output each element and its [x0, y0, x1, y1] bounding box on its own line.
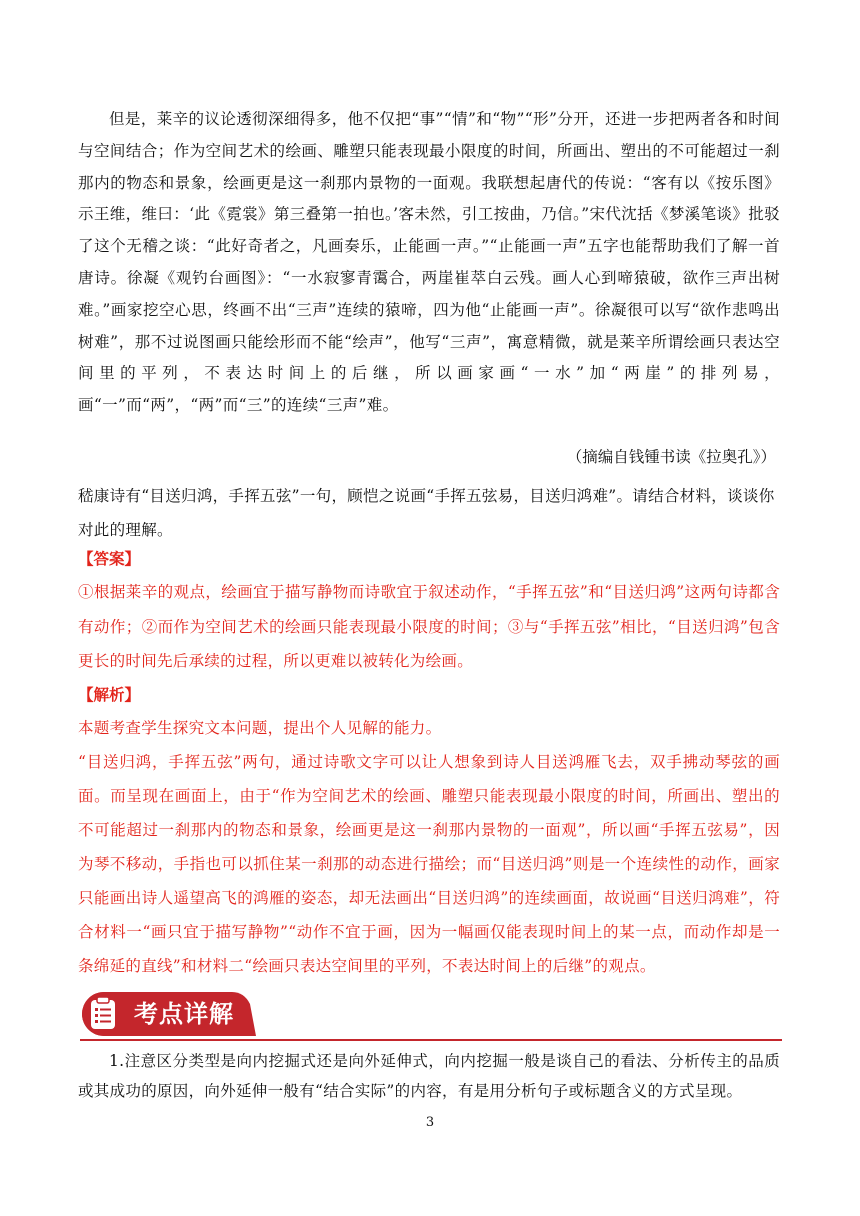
section-title: 考点详解: [134, 1000, 234, 1028]
answer-text: ①根据莱辛的观点，绘画宜于描写静物而诗歌宜于叙述动作，“手挥五弦”和“目送归鸿”这两句诗都含有动作；②而作为空间艺术的绘画只能表现最小限度的时间；③与“手挥五弦”相比，“目送归鸿”包含更长的时间先后承续的过程，所以更难以被转化为绘画。: [78, 583, 780, 670]
clipboard-list-icon: [91, 997, 115, 1029]
analysis-body: “目送归鸿，手挥五弦”两句，通过诗歌文字可以让人想象到诗人目送鸿雁飞去，双手拂动琴弦的画面。而呈现在画面上，由于“作为空间艺术的绘画、雕塑只能表现最小限度的时间，所画出、塑出的不可能超过一刹那内的物态和景象，绘画更是这一刹那内景物的一面观”，所以画“手挥五弦易”，因为琴不移动，手指也可以抓住某一刹那的动态进行描绘；而“目送归鸿”则是一个连续性的动作，画家只能画出诗人遥望高飞的鸿雁的姿态，却无法画出“目送归鸿”的连续画面，故说画“目送归鸿难”，符合材料一“画只宜于描写静物”“动作不宜于画，因为一幅画仅能表现时间上的某一点，而动作却是一条绵延的直线”和材料二“绘画只表达空间里的平列，不表达时间上的后继”的观点。: [78, 753, 780, 975]
answer-tag: 【答案】: [78, 549, 141, 568]
analysis-tag: 【解析】: [78, 685, 141, 704]
key-point-text: 1.注意区分类型是向内挖掘式还是向外延伸式，向内挖掘一般是谈自己的看法、分析传主的品质或其成功的原因，向外延伸一般有“结合实际”的内容，有是用分析句子或标题含义的方式呈现。: [78, 1052, 780, 1100]
analysis-block: [78, 711, 780, 983]
reading-material: [78, 104, 780, 422]
section-divider: [80, 1039, 782, 1041]
page-number: 3: [425, 1115, 435, 1130]
material-source: （摘编自钱锺书读《拉奥孔》）: [566, 448, 776, 466]
question-text: 嵇康诗有“目送归鸿，手挥五弦”一句，顾恺之说画“手挥五弦易，目送归鸿难”。请结合材料，谈谈你对此的理解。: [78, 487, 775, 539]
key-point: [78, 1046, 780, 1106]
material-paragraph: 但是，莱辛的议论透彻深细得多，他不仅把“事”“情”和“物”“形”分开，还进一步把两者各和时间与空间结合；作为空间艺术的绘画、雕塑只能表现最小限度的时间，所画出、塑出的不可能超过一刹那内的物态和景象，绘画更是这一刹那内景物的一面观。我联想起唐代的传说：“客有以《按乐图》示王维，维曰：‘此《霓裳》第三叠第一拍也。’客未然，引工按曲，乃信。”宋代沈括《梦溪笔谈》批驳了这个无稽之谈：“此好奇者之，凡画奏乐，止能画一声。”“止能画一声”五字也能帮助我们了解一首唐诗。徐凝《观钓台画图》：“一水寂寥青霭合，两崖崔萃白云残。画人心到啼猿破，欲作三声出树难。”画家挖空心思，终画不出“三声”连续的猿啼，四为他“止能画一声”。徐凝很可以写“欲作悲鸣出树难”，那不过说图画只能绘形而不能“绘声”，他写“三声”，寓意精微，就是莱辛所谓绘画只表达空间里的平列，不表达时间上的后继，所以画家画“一水”加“两崖”的排列易，画“一”而“两”，“两”而“三”的连续“三声”难。: [78, 110, 780, 415]
analysis-summary: 本题考查学生探究文本问题，提出个人见解的能力。: [78, 719, 442, 737]
